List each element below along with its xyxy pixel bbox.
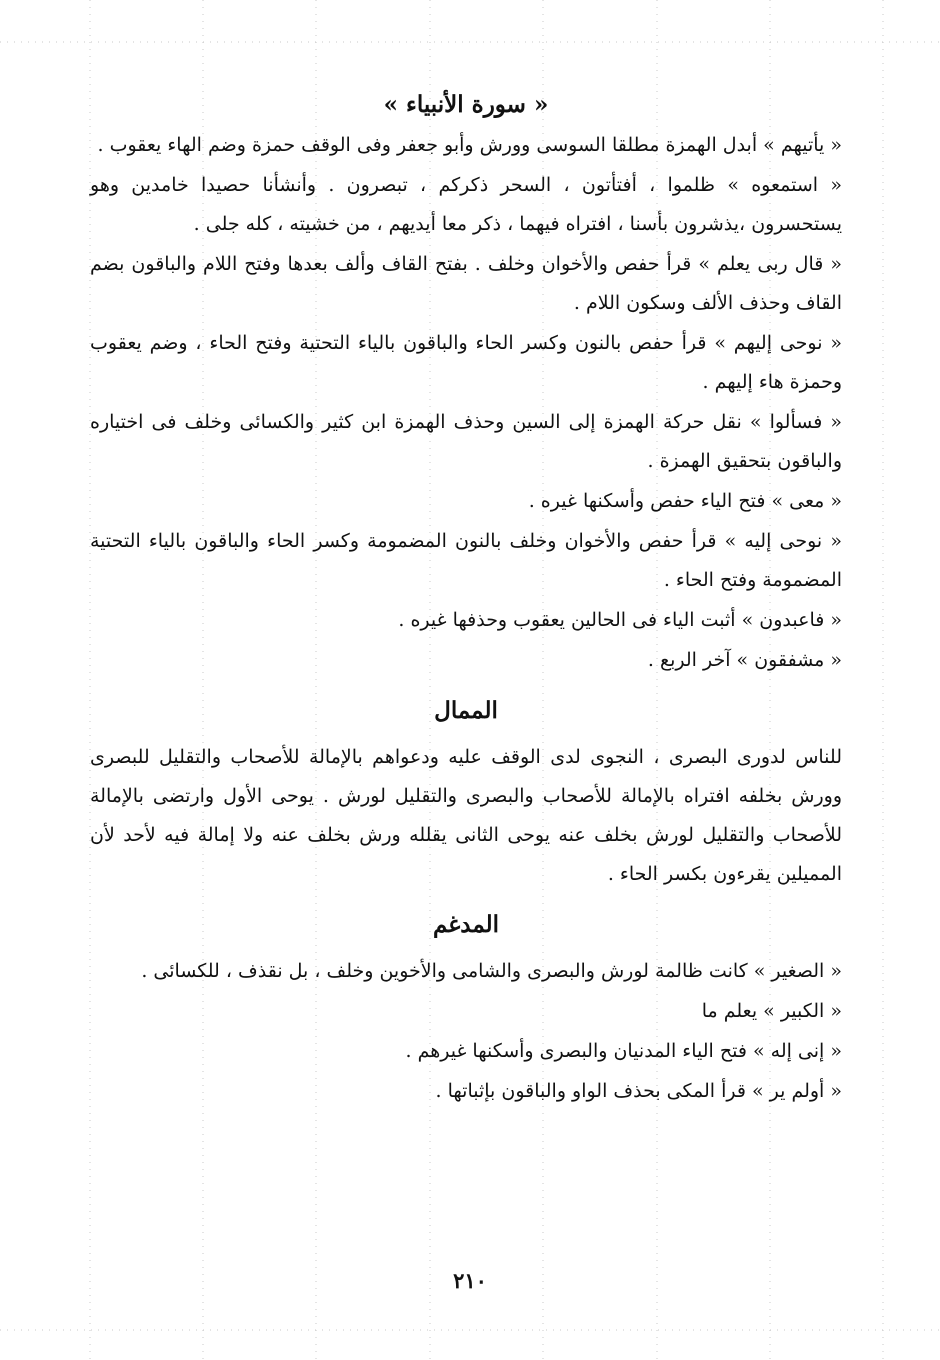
paragraph: « استمعوه » ظلموا ، أفتأتون ، السحر ذكركم ، تبصرون . وأنشأنا حصيدا خامدين وهو يستحسرون ،يذشرون بأسنا ، افتراه فيهما ، ذكر معا أيديهم ، من خشيته ، كله جلى . xyxy=(90,174,842,235)
paragraph: « إنى إله » فتح الياء المدنيان والبصرى وأسكنها غيرهم . xyxy=(405,1040,842,1062)
section-heading-mudgham: المدغم xyxy=(432,911,500,938)
mumal-section xyxy=(90,738,842,894)
paragraph: « نوحى إليهم » قرأ حفص بالنون وكسر الحاء والباقون بالياء التحتية وفتح الحاء ، وضم يعقوب وحمزة هاء إليهم . xyxy=(90,332,842,393)
mudgham-section xyxy=(90,952,842,1111)
page-number: ٢١٠ xyxy=(453,1268,487,1293)
paragraph: « يأتيهم » أبدل الهمزة مطلقا السوسى وورش وأبو جعفر وفى الوقف حمزة وضم الهاء يعقوب . xyxy=(97,134,842,156)
paragraph: « معى » فتح الياء حفص وأسكنها غيره . xyxy=(528,490,842,512)
page-content xyxy=(90,84,842,1112)
paragraph: « قال ربى يعلم » قرأ حفص والأخوان وخلف . بفتح القاف وألف بعدها وفتح اللام والباقون بضم القاف وحذف الألف وسكون اللام . xyxy=(90,253,842,314)
paragraph: « الكبير » يعلم ما xyxy=(701,1000,842,1022)
paragraph: « مشفقون » آخر الربع . xyxy=(647,649,842,671)
surah-title: « سورة الأنبياء » xyxy=(383,91,549,118)
readings-section xyxy=(90,126,842,680)
paragraph: « أولم ير » قرأ المكى بحذف الواو والباقون بإثباتها . xyxy=(435,1080,842,1102)
section-heading-mumal: الممال xyxy=(434,697,498,724)
paragraph: « فسألوا » نقل حركة الهمزة إلى السين وحذف الهمزة ابن كثير والكسائى وخلف فى اختياره والباقون بتحقيق الهمزة . xyxy=(90,411,842,472)
paragraph: « نوحى إليه » قرأ حفص والأخوان وخلف بالنون المضمومة وكسر الحاء والباقون بالياء التحتية المضمومة وفتح الحاء . xyxy=(90,530,842,591)
paragraph: للناس لدورى البصرى ، النجوى لدى الوقف عليه ودعواهم بالإمالة للأصحاب والتقليل للبصرى وورش بخلفه افتراه بالإمالة للأصحاب والبصرى والتقليل لورش . يوحى الأول وارتضى بالإمالة للأصحاب والتقليل لورش بخلف عنه يوحى الثانى يقلله ورش بخلف عنه ولا إمالة فيه لأحد لأن المميلين يقرءون بكسر الحاء . xyxy=(90,746,842,885)
paragraph: « الصغير » كانت ظالمة لورش والبصرى والشامى والأخوين وخلف ، بل نقذف ، للكسائى . xyxy=(141,960,842,982)
paragraph: « فاعبدون » أثبت الياء فى الحالين يعقوب وحذفها غيره . xyxy=(398,609,842,631)
